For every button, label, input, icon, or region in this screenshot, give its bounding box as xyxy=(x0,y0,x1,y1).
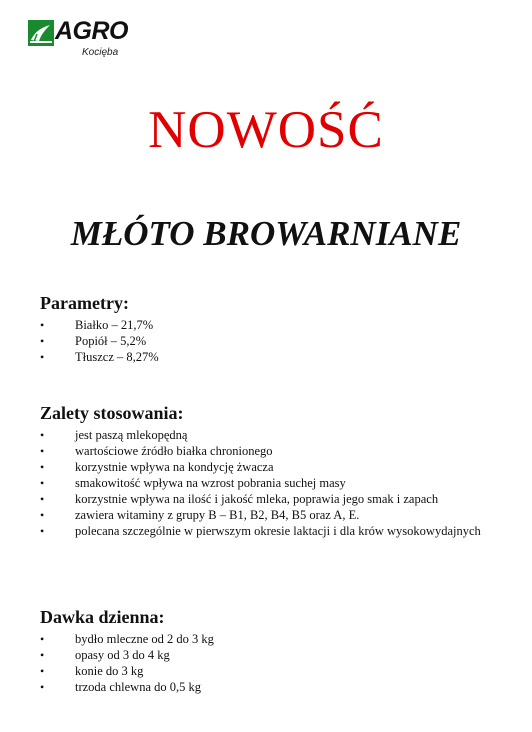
benefits-list xyxy=(40,427,510,539)
list-item: • konie do 3 kg xyxy=(40,664,144,678)
bullet-icon: • xyxy=(40,492,45,506)
list-item: • Białko – 21,7% xyxy=(40,318,154,332)
bullet-icon: • xyxy=(40,476,45,490)
list-item: • polecana szczególnie w pierwszym okresie laktacji i dla krów wysokowydajnych xyxy=(40,524,481,538)
headline-new: NOWOŚĆ xyxy=(148,101,384,159)
bullet-icon: • xyxy=(40,444,45,458)
bullet-icon: • xyxy=(40,508,45,522)
list-item: • korzystnie wpływa na kondycję żwacza xyxy=(40,460,274,474)
benefits-section xyxy=(40,403,510,539)
list-item: • Tłuszcz – 8,27% xyxy=(40,350,159,364)
parameters-title: Parametry: xyxy=(40,293,129,313)
parameters-section xyxy=(40,293,510,365)
list-item: • korzystnie wpływa na ilość i jakość mleka, poprawia jego smak i zapach xyxy=(40,492,439,506)
list-item: • Popiół – 5,2% xyxy=(40,334,147,348)
bullet-icon: • xyxy=(40,664,45,678)
logo-brand: AGRO xyxy=(55,17,128,45)
agro-logo xyxy=(28,14,128,68)
daily-dose-title: Dawka dzienna: xyxy=(40,607,165,627)
bullet-icon: • xyxy=(40,318,45,332)
bullet-icon: • xyxy=(40,350,45,364)
product-name: MŁÓTO BROWARNIANE xyxy=(70,214,462,253)
logo-location: Kocięba xyxy=(82,47,119,58)
list-item: • zawiera witaminy z grupy B – B1, B2, B4, B5 oraz A, E. xyxy=(40,508,360,522)
list-item: • opasy od 3 do 4 kg xyxy=(40,648,170,662)
bullet-icon: • xyxy=(40,680,45,694)
daily-dose-section xyxy=(40,607,510,695)
bullet-icon: • xyxy=(40,334,45,348)
benefits-title: Zalety stosowania: xyxy=(40,403,184,423)
list-item: • smakowitość wpływa na wzrost pobrania suchej masy xyxy=(40,476,346,490)
daily-dose-list xyxy=(40,631,510,695)
list-item: • trzoda chlewna do 0,5 kg xyxy=(40,680,202,694)
bullet-icon: • xyxy=(40,648,45,662)
list-item: • wartościowe źródło białka chronionego xyxy=(40,444,273,458)
bullet-icon: • xyxy=(40,460,45,474)
agro-leaf-icon xyxy=(28,20,54,46)
bullet-icon: • xyxy=(40,428,45,442)
list-item: • bydło mleczne od 2 do 3 kg xyxy=(40,632,214,646)
bullet-icon: • xyxy=(40,632,45,646)
bullet-icon: • xyxy=(40,524,45,538)
list-item: • jest paszą mlekopędną xyxy=(40,428,188,442)
parameters-list xyxy=(40,317,510,365)
